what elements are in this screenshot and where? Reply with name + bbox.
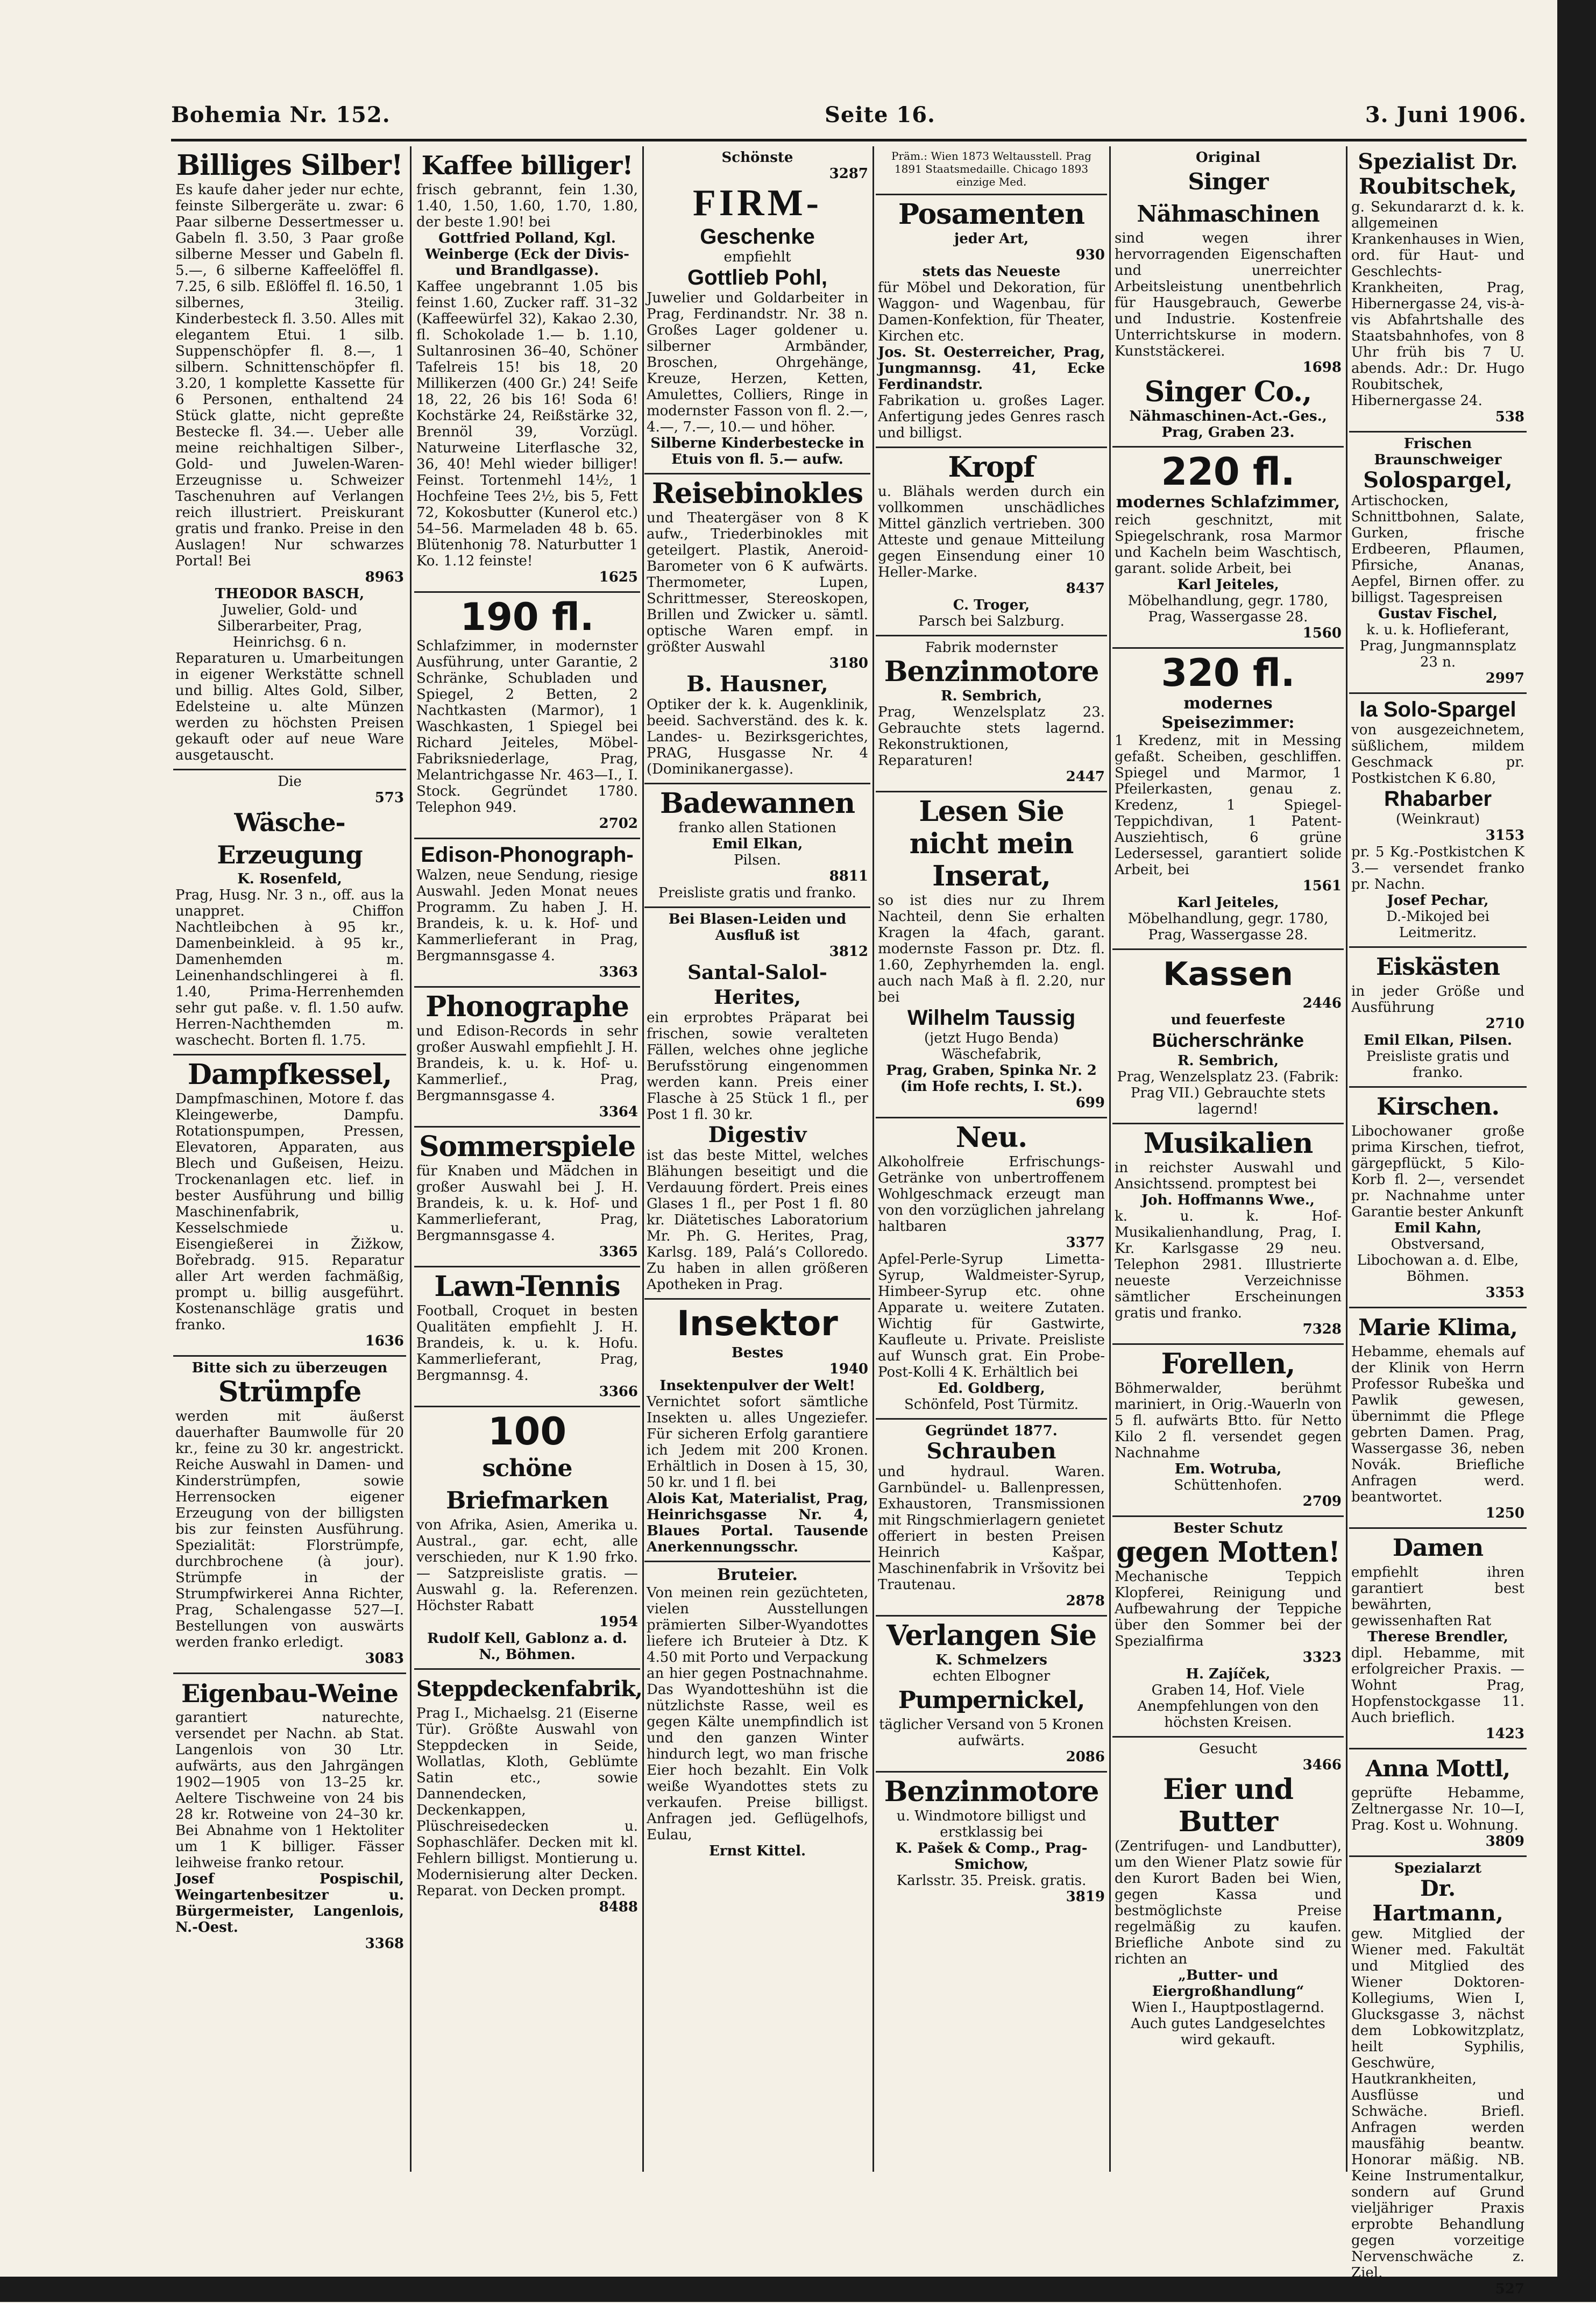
ad-number: 3377: [1066, 1235, 1105, 1251]
ad-title-2: Rhabarber: [1384, 787, 1492, 811]
ad-extra: Silberne Kinderbestecke in Etuis von fl. 5.— aufw.: [650, 435, 864, 467]
ad-number: 1250: [1485, 1505, 1524, 1521]
ad-firm: Em. Wotruba,: [1174, 1461, 1282, 1477]
ad-number: 2997: [1485, 670, 1524, 686]
ad-eiskaesten: [1349, 948, 1527, 1088]
ad-pre: Frischen Braunschweiger: [1374, 436, 1502, 468]
ad-title: Kaffee billiger!: [421, 151, 633, 181]
ad-number: 3287: [829, 166, 868, 182]
ad-trade: Juwelier, Gold- und Silberarbeiter, Prag, Heinrichsg. 6 n.: [217, 602, 363, 650]
ad-pre: Gegründet 1877.: [925, 1423, 1058, 1439]
ad-title: Billiges Silber!: [176, 149, 403, 182]
ad-pumpernickel: [876, 1617, 1107, 1773]
ad-title: Sommerspiele: [418, 1130, 636, 1163]
ad-title: Steppdeckenfabrik,: [416, 1676, 642, 1702]
ad-body: Von meinen rein gezüchteten, vielen Ausstellungen prämierten Silber-Wyandottes liefere ich Bruteier à Dtz. K 4.50 mit Porto und Verpackung an hier gegen Postnachnahme. Das Wyandotteshühn ist die nützlichste Rasse, weil es gegen Kälte unempfindlich ist und den ganzen Winter hindurch legt, wo man frische Eier hoch bezahlt. Ein Volk weiße Wyandottes stets zu verkaufen. Preise billigst. Anfragen jed. Geflügelhofs, Eulau,: [647, 1585, 868, 1843]
column-rule: [1109, 146, 1111, 2172]
ad-number: 1698: [1302, 359, 1342, 375]
ad-body: Prag I., Michaelsg. 21 (Eiserne Tür). Größte Auswahl von Steppdecken in Seide, Wollatlas, Kloth, Geblümte Satin etc., sowie Dannendecken, Deckenkappen, Plüschreisedecken u. Sophaschläfer. Decken mit kl. Fehlern billigst. Montierung u. Modernisierung alter Decken. Reparat. von Decken prompt.: [416, 1705, 638, 1899]
scan-border-right: [1557, 0, 1596, 2302]
ad-firm: Gottfried Polland, Kgl. Weinberge (Eck der Divis- und Brandlgasse).: [425, 230, 629, 279]
ad-firm: C. Troger,: [953, 597, 1030, 613]
ad-body: Alkoholfreie Erfrischungs-Getränke von unbertroffenem Wohlgeschmack erzeugt man von den vorzüglichen jahrelang haltbaren: [878, 1154, 1105, 1235]
column-4: [876, 146, 1107, 2172]
ad-number: 2709: [1302, 1493, 1342, 1510]
ad-firm: Alois Kat, Materialist, Prag, Heinrichsgasse Nr. 4, Blaues Portal. Tausende Anerkennungsschr.: [647, 1491, 868, 1555]
ad-reisebinokles: [644, 474, 870, 784]
ad-number: 3809: [1485, 1833, 1524, 1850]
ad-firm: Rudolf Kell, Gablonz a. d. N., Böhmen.: [427, 1631, 627, 1663]
ad-pre: Bester Schutz: [1173, 1520, 1283, 1536]
ad-firm: Karl Jeiteles,: [1177, 577, 1279, 593]
ad-firm: THEODOR BASCH,: [215, 586, 365, 602]
ad-city: Schüttenhofen.: [1174, 1477, 1282, 1493]
ad-city: Schönfeld, Post Türmitz.: [904, 1397, 1079, 1413]
ad-title: Kassen: [1163, 955, 1293, 993]
ad-firm: Ernst Kittel.: [708, 1843, 806, 1859]
ad-firm: Karl Jeiteles,: [1177, 895, 1279, 911]
ad-bruteier: [644, 1562, 870, 1865]
ad-body: empfiehlt ihren garantiert best bewährten, gewissenhaften Rat: [1351, 1564, 1524, 1629]
ad-benzinmotore: [876, 636, 1107, 792]
ad-briefmarken: [414, 1407, 640, 1670]
ad-address: Prag, Graben 23.: [1161, 424, 1295, 441]
ad-firm: Therese Brendler,: [1367, 1629, 1508, 1645]
ad-title: Schrauben: [926, 1439, 1056, 1464]
header-date: 3. Juni 1906.: [1365, 102, 1527, 127]
ad-extra: Preisliste gratis und franko.: [1366, 1048, 1510, 1081]
ad-pre: Bitte sich zu überzeugen: [191, 1360, 388, 1376]
ad-address: Wien I., Hauptpostlagernd. Auch gutes Landgeselchtes wird gekauft.: [1131, 2000, 1325, 2048]
ad-santal: [644, 908, 870, 1300]
ad-number: 3153: [1485, 827, 1524, 844]
ad-sub: und feuerfeste: [1171, 1012, 1286, 1028]
ad-body: garantiert naturechte, versendet per Nachn. ab Stat. Langenlois von 30 Ltr. aufwärts, aus den Jahrgängen 1902—1905 von 13–25 kr. Aeltere Tischweine von 24 bis 28 kr. Rotweine von 24–30 kr. Bei Abnahme von 1 Hektoliter um 1 K billiger. Fässer leihweise franko retour.: [175, 1710, 404, 1871]
ad-sub-2: stets das Neueste: [922, 264, 1061, 280]
ad-address: Prag, Wenzelsplatz 23. (Fabrik: Prag VII.) Gebrauchte stets lagernd!: [1117, 1069, 1339, 1117]
ad-address: Obstversand, Libochowan a. d. Elbe, Böhmen.: [1357, 1236, 1519, 1285]
ad-pre: Original: [1196, 150, 1260, 166]
ad-body: Prag, Husg. Nr. 3 n., off. aus la unappret. Chiffon Nachtleibchen à 95 kr., Damenbeinkleid. à 95 kr., Damenhemden m. Leinenhandschlingerei à fl. 1.40, Prima-Herrenhemden sehr gut paße. v. fl. 1.50 aufw. Herren-Nachthemden m. waschecht. Borten fl. 1.75.: [175, 887, 404, 1048]
ad-number: 2447: [1066, 769, 1105, 785]
ad-schlafzimmer-220: [1112, 448, 1344, 649]
ad-body: 1 Kredenz, mit in Messing gefaßt. Scheiben, geschliffen. Spiegel und Marmor, 1 Pfeilerkasten, genau z. Kredenz, 1 Spiegel-Teppichdivan, 1 Patent-Ausziehtisch, 6 grüne Ledersessel, garantiert solide Arbeit, bei: [1115, 733, 1342, 878]
ad-body: Vernichtet sofort sämtliche Insekten u. alles Ungeziefer. Für sicheren Erfolg garantiere ich Jedem mit 200 Kronen. Erhältlich in Dosen à 15, 30, 50 kr. und 1 fl. bei: [647, 1394, 868, 1491]
ad-badewannen: [644, 784, 870, 908]
ad-title: Edison-Phonograph-: [421, 843, 634, 867]
column-2: [414, 146, 640, 2172]
ad-title: Eier und Butter: [1163, 1773, 1293, 1838]
ad-title: Spezialist Dr. Roubitschek,: [1358, 149, 1518, 199]
ad-price: 190 fl.: [460, 595, 594, 639]
ad-body: g. Sekundararzt d. k. k. allgemeinen Krankenhauses in Wien, ord. für Haut- und Geschlechts-Krankheiten, Prag, Hibernergasse 24, vis-à-vis Abfahrtshalle des Staatsbahnhofes, von 8 Uhr früh bis 7 U. abends. Adr.: Dr. Hugo Roubitschek, Hibernergasse 24.: [1351, 199, 1524, 409]
ad-body: für Möbel und Dekoration, für Waggon- und Wagenbau, für Damen-Konfektion, für Theater, Kirchen etc.: [878, 280, 1105, 344]
ad-firm: Jos. St. Oesterreicher, Prag, Jungmannsg. 41, Ecke Ferdinandstr.: [878, 344, 1105, 393]
ad-motten: [1112, 1517, 1344, 1738]
ad-lesen-sie: [876, 792, 1107, 1118]
ad-waesche: [173, 770, 406, 1055]
ad-body: u. Blähals werden durch ein vollkommen unschädliches Mittel gänzlich vertrieben. 300 Atteste und genaue Mitteilung gegen Einsendung einer 10 Heller-Marke.: [878, 484, 1105, 580]
ad-kaffee: [414, 146, 640, 593]
ad-title: Reisebinokles: [651, 477, 863, 510]
ad-body: Hebamme, ehemals auf der Klinik von Herrn Professor Rubeška und Pawlik gewesen, übernimmt die Pflege gebrten Damen. Prag, Wassergasse 36, neben Novák. Briefliche Anfragen werd. beantwortet.: [1351, 1344, 1524, 1505]
ad-number: 8811: [829, 868, 868, 884]
ad-title: Musikalien: [1143, 1127, 1313, 1160]
ad-title: Marie Klima,: [1358, 1314, 1517, 1341]
ad-title: Benzinmotore: [884, 1775, 1099, 1808]
ad-solo-spargel-rhabarber: [1349, 694, 1527, 948]
ad-price: 100: [487, 1409, 567, 1454]
ad-address: k. u. k. Hoflieferant, Prag, Jungmannsplatz 23 n.: [1359, 622, 1516, 670]
ad-body: so ist dies nur zu Ihrem Nachteil, denn Sie erhalten Kragen la 4fach, garant. modernste Fasson pr. Dtz. fl. 1.60, Zephyrhemden la. engl. auch nach Maß à fl. 2.20, nur bei: [878, 892, 1105, 1005]
ad-title: Forellen,: [1161, 1348, 1295, 1380]
ad-kirschen: [1349, 1088, 1527, 1308]
ad-title: FIRM-: [693, 182, 822, 224]
ad-pre: Gesucht: [1199, 1741, 1257, 1757]
ad-text: Präm.: Wien 1873 Weltausstell. Prag 1891 Staatsmedaille. Chicago 1893 einzige Med.: [891, 150, 1091, 188]
ad-extra: Fabrikation u. großes Lager. Anfertigung jedes Genres rasch und billigst.: [878, 393, 1105, 441]
column-rule: [1346, 146, 1347, 2172]
ad-title-2: Digestiv: [708, 1122, 807, 1147]
ad-number: 2878: [1066, 1593, 1105, 1609]
ad-city: D.-Mikojed bei Leitmeritz.: [1386, 909, 1490, 941]
ad-title: modernes Speisezimmer:: [1161, 694, 1295, 732]
ad-body-2: Kaffee ungebrannt 1.05 bis feinst 1.60, Zucker raff. 31–32 (Kaffeewürfel 32), Kakao 2.30, fl. Schokolade 1.— b. 1.10, Sultanrosinen 36–40, Schöner Tafelreis 15! bis 18, 20 Millikerzen (400 Gr.) 24! Seife 18, 22, 26 bis 16! Soda 6! Kochstärke 24, Reißstärke 32, Brennöl 39, Vorzügl. Naturweine Literflasche 32, 36, 40! Mehl wieder billiger! Feinst. Tortenmehl 14½, 1 Hochfeine Tees 2½, bis 5, Fett 72, Kokosbutter (Kunerol etc.) 54–56. Marmeladen 48 b. 65. Blütenhonig 78. Naturbutter 1 Ko. 1.12 feinste!: [416, 279, 638, 569]
ad-firm: Ed. Goldberg,: [938, 1380, 1045, 1397]
ad-title: Lawn-Tennis: [434, 1270, 620, 1303]
ad-title: Damen: [1392, 1534, 1484, 1562]
ad-body: von ausgezeichnetem, süßlichem, mildem Geschmack pr. Postkistchen K 6.80,: [1351, 722, 1524, 786]
ad-address: Graben 14, Hof. Viele Anempfehlungen von den höchsten Kreisen.: [1137, 1682, 1319, 1731]
ad-body: Football, Croquet in besten Qualitäten empfiehlt J. H. Brandeis, k. u. k. Hofu. Kammerlieferant, Prag, Bergmannsg. 4.: [416, 1303, 638, 1384]
ad-title: Posamenten: [898, 198, 1085, 231]
ad-struempfe: [173, 1357, 406, 1674]
ad-firm: K. Pašek & Comp., Prag-Smichow,: [895, 1840, 1088, 1873]
ad-number: 3368: [365, 1936, 404, 1952]
ad-number: 3323: [1302, 1649, 1342, 1666]
ad-phonographe: [414, 988, 640, 1128]
ad-firm: Wilhelm Taussig: [907, 1006, 1076, 1030]
ad-number: 3083: [365, 1650, 404, 1667]
ad-body-2: Apfel-Perle-Syrup Limetta-Syrup, Waldmeister-Syrup, Himbeer-Syrup etc. ohne Apparate u. weitere Zutaten. Wichtig für Gastwirte, Kaufleute u. Private. Preisliste auf Wunsch grat. Ein Probe-Post-Kolli 4 K. Erhältlich bei: [878, 1251, 1105, 1380]
ad-sub: Insektenpulver der Welt!: [659, 1378, 855, 1394]
ad-firm: R. Sembrich,: [940, 688, 1042, 704]
ad-body: Es kaufe daher jeder nur echte, feinste Silbergeräte u. zwar: 6 Paar silberne Dessertmesser u. Gabeln fl. 3.50, 3 Paar große silberne Messer und Gabeln fl. 5.—, 6 silberne Kaffeelöffel fl. 7.25, 6 silb. Eßlöffel fl. 16.50, 1 silbernes, 3teilig. Kinderbesteck fl. 3.50. Alles mit elegantem Etui. 1 silb. Suppenschöpfer fl. 8.—, 1 silbern. Schnittenschöpfer fl. 3.20, 1 komplette Kassette für 6 Personen, enthaltend 24 Stück glatte, nicht gepreßte Bestecke fl. 34.—. Ueber alle meine reichhaltigen Silber-, Gold- und Juwelen-Waren-Erzeugnisse u. Schweizer Taschenuhren auf Verlangen reich illustriert. Preiskurant gratis und franko. Preise in den Auslagen! Nur schwarzes Portal! Bei: [175, 182, 404, 569]
ad-address: Möbelhandlung, gegr. 1780, Prag, Wassergasse 28.: [1127, 593, 1329, 625]
ad-number: 538: [1495, 409, 1524, 425]
ad-body: Juwelier und Goldarbeiter in Prag, Ferdinandstr. Nr. 38 n. Großes Lager goldener u. silberner Armbänder, Broschen, Ohrgehänge, Kreuze, Herzen, Ketten, Amulettes, Colliers, Ringe in modernster Fasson von fl. 2.—, 4.—, 7.—, 10.— und höher.: [647, 290, 868, 435]
ad-number: 8488: [599, 1899, 638, 1915]
ad-number: 1940: [829, 1361, 868, 1377]
ad-firm: Emil Elkan, Pilsen.: [1363, 1032, 1513, 1048]
ad-firm: Joh. Hoffmanns Wwe.,: [1141, 1192, 1315, 1208]
ad-number: 1561: [1302, 878, 1342, 894]
ad-firm: Josef Pechar,: [1387, 892, 1489, 909]
ad-hartmann: [1349, 1857, 1527, 2303]
ad-number: 8437: [1066, 580, 1105, 597]
ad-number: 8963: [365, 569, 404, 585]
ad-number: 930: [1075, 247, 1105, 263]
ad-title: gegen Motten!: [1116, 1536, 1340, 1569]
ad-body-2: pr. 5 Kg.-Postkistchen K 3.— versendet franko pr. Nachn.: [1351, 844, 1524, 892]
ad-body: Libochowaner große prima Kirschen, tiefrot, gärgepflückt, 5 Kilo-Korb fl. 2—, versendet pr. Nachnahme unter Garantie bester Ankunft: [1351, 1123, 1524, 1220]
ad-body: geprüfte Hebamme, Zeltnergasse Nr. 10—I, Prag. Kost u. Wohnung.: [1351, 1785, 1524, 1833]
ad-extra: Preisliste gratis und franko.: [658, 885, 856, 901]
ad-title-2: Pumpernickel,: [898, 1686, 1085, 1714]
ad-pre: Bestes: [731, 1345, 784, 1361]
ad-roubitschek: [1349, 146, 1527, 433]
ad-posamenten: [876, 195, 1107, 448]
ad-body: sind wegen ihrer hervorragenden Eigenschaften und unerreichter Arbeitsleistung unentbehrlich für Hausgebrauch, Gewerbe und Industrie. Kostenfreie Unterrichtskurse in modern. Kunststäckerei.: [1115, 230, 1342, 359]
ad-title: Strümpfe: [218, 1376, 361, 1408]
ad-address: Möbelhandlung, gegr. 1780, Prag, Wassergasse 28.: [1127, 911, 1329, 943]
ad-title: Neu.: [955, 1121, 1027, 1154]
ad-number: 2086: [1066, 1749, 1105, 1765]
ad-title: Phonographe: [425, 990, 629, 1023]
ad-title: Insektor: [677, 1304, 838, 1344]
ad-pre: Schönste: [721, 150, 793, 166]
ad-praemierung: [876, 146, 1107, 195]
ad-body: u. Windmotore billigst und erstklassig bei: [896, 1808, 1087, 1840]
ad-title: Bruteier.: [717, 1565, 798, 1584]
ad-body: Walzen, neue Sendung, riesige Auswahl. Jeden Monat neues Programm. Zu haben J. H. Brandeis, k. u. k. Hof- und Kammerlieferant in Prag, Bergmannsgasse 4.: [416, 867, 638, 964]
column-6: [1349, 146, 1527, 2297]
ad-title: Benzinmotore: [884, 655, 1099, 688]
ad-number: 1636: [365, 1333, 404, 1349]
ad-schlafzimmer-190: [414, 593, 640, 839]
ad-title: Santal-Salol-Herites,: [687, 961, 827, 1009]
ad-number: 3364: [599, 1104, 638, 1120]
ad-number: 1625: [599, 569, 638, 585]
ad-firm: B. Hausner,: [686, 671, 828, 697]
ad-title-2: Bücherschränke: [1152, 1029, 1304, 1051]
ad-number: 3365: [599, 1244, 638, 1260]
ad-title: Singer Nähmaschinen: [1137, 168, 1320, 227]
ad-number: 699: [1075, 1095, 1105, 1111]
ad-title: Dr. Hartmann,: [1372, 1876, 1503, 1926]
ad-body: gew. Mitglied der Wiener med. Fakultät und Mitglied des Wiener Doktoren-Kollegiums, Wien I, Glucksgasse 3, nächst dem Lobkowitzplatz, heilt Syphilis, Geschwüre, Hautkrankheiten, Ausflüsse und Schwäche. Briefl. Anfragen werden mausfähig beantw. Honorar mäßig. NB. Keine Instrumentalkur, sondern auf Grund vieljähriger Praxis erprobte Behandlung gegen vorzeitige Nervenschwäche z. Ziel.: [1351, 1926, 1524, 2281]
ad-firm-geschenke: [644, 146, 870, 474]
ad-address: Prag, Graben, Spinka Nr. 2 (im Hofe rechts, I. St.).: [886, 1062, 1097, 1095]
ad-schrauben: [876, 1420, 1107, 1617]
ad-firm: „Butter- und Eiergroßhandlung“: [1152, 1967, 1304, 2000]
ad-extra: Reparaturen u. Umarbeitungen in eigener Werkstätte schnell und billig. Altes Gold, Silber, Edelsteine u. alte Münzen werden zu höchsten Preisen gekauft oder auf neue Ware ausgetauscht.: [175, 650, 404, 763]
ad-number: 1560: [1302, 625, 1342, 641]
ad-body: in jeder Größe und Ausführung: [1351, 983, 1524, 1016]
column-1: [173, 146, 406, 2172]
ad-silber: [173, 146, 406, 770]
ad-body: Mechanische Teppich Klopferei, Reinigung und Aufbewahrung der Teppiche über den Sommer bei der Spezialfirma: [1115, 1569, 1342, 1649]
ad-anna-mottl: [1349, 1749, 1527, 1857]
ad-pre: Fabrik modernster: [925, 640, 1058, 656]
ad-body: (Zentrifugen- und Landbutter), um den Wiener Platz sowie für den Kurort Baden bei Wien, gegen Kassa und bestmöglichste Preise regelmäßig zu kaufen. Briefliche Anbote sind zu richten an: [1115, 1838, 1342, 1967]
ad-sub: jeder Art,: [954, 231, 1029, 247]
ad-pre: Spezialarzt: [1394, 1860, 1482, 1876]
ad-body: und hydraul. Waren. Garnbündel- u. Ballenpressen, Exhaustoren, Transmissionen mit Ringschmierlagern genietet offeriert in besten Preisen Heinrich Kašpar, Maschinenfabrik in Vršovitz bei Trautenau.: [878, 1464, 1105, 1593]
ad-name: Gottlieb Pohl,: [687, 266, 827, 289]
header-page-number: Seite 16.: [825, 102, 935, 127]
page-header: [171, 102, 1527, 140]
ad-number: 3819: [1066, 1889, 1105, 1905]
ad-address: dipl. Hebamme, mit erfolgreicher Praxis. — Wohnt Prag, Hopfenstockgasse 11. Auch brieflich.: [1351, 1645, 1524, 1726]
ad-body: reich geschnitzt, mit Spiegelschrank, rosa Marmor und Kacheln beim Waschtisch, garant. solide Arbeit, bei: [1115, 512, 1342, 577]
ad-city: Parsch bei Salzburg.: [918, 613, 1065, 629]
ad-marie-klima: [1349, 1308, 1527, 1529]
ad-address: Karlsstr. 35. Preisk. gratis.: [896, 1873, 1087, 1889]
ad-singer: [1112, 146, 1344, 448]
ad-number: 2446: [1302, 995, 1342, 1011]
ad-speisezimmer-320: [1112, 649, 1344, 950]
ad-firm: Emil Elkan,: [712, 836, 803, 852]
column-5: [1112, 146, 1344, 2172]
ad-body: franko allen Stationen: [678, 820, 836, 836]
ad-firm: Singer Co.,: [1144, 375, 1312, 408]
ad-body: Artischocken, Schnittbohnen, Salate, Gurken, frische Erdbeeren, Pflaumen, Pfirsiche, Ananas, Aepfel, Birnen offer. zu billigst. Tagespreisen: [1351, 493, 1524, 606]
ad-forellen: [1112, 1345, 1344, 1517]
ad-body: in reichster Auswahl und Ansichtssend. promptest bei: [1115, 1160, 1342, 1192]
ad-title-2: Geschenke: [700, 225, 815, 249]
ad-number: 3180: [829, 655, 868, 671]
ad-address: k. u. k. Hof-Musikalienhandlung, Prag, I. Kr. Karlsgasse 29 neu. Telephon 2981. Illustrierte neueste Verzeichnisse sämtlicher Erscheinungen gratis und franko.: [1115, 1208, 1342, 1321]
ad-number: 3366: [599, 1384, 638, 1400]
ad-body: Prag, Wenzelsplatz 23. Gebrauchte stets lagernd. Rekonstruktionen, Reparaturen!: [878, 704, 1105, 769]
ad-title: la Solo-Spargel: [1359, 698, 1516, 721]
ad-body: Schlafzimmer, in modernster Ausführung, unter Garantie, 2 Schränke, Schubladen und Spiegel, 2 Betten, 2 Nachtkasten (Marmor), 1 Waschkasten, 1 Spiegel bei Richard Jeiteles, Möbel-Fabriksniederlage, Prag, Melantrichgasse Nr. 463—I., I. Stock. Gegründet 1780. Telephon 949.: [416, 638, 638, 816]
ad-firm: Emil Kahn,: [1394, 1220, 1482, 1236]
ad-firm: K. Schmelzers: [935, 1652, 1047, 1668]
ad-city: Pilsen.: [734, 852, 781, 868]
header-rule: [171, 139, 1527, 141]
ad-title: Kirschen.: [1377, 1093, 1499, 1121]
ad-number: 2702: [599, 816, 638, 832]
ad-title: Verlangen Sie: [886, 1619, 1097, 1652]
ad-sub: empfiehlt: [723, 249, 791, 265]
ad-number: 3812: [829, 944, 868, 960]
ad-sub: (jetzt Hugo Benda) Wäschefabrik,: [924, 1030, 1059, 1062]
ad-musikalien: [1112, 1124, 1344, 1345]
ad-body: von Afrika, Asien, Amerika u. Austral., gar. echt, alle verschieden, nur K 1.90 frko. — Satzpreisliste gratis. — Auswahl g. la. Referenzen. Höchster Rabatt: [416, 1517, 638, 1614]
ad-title: Kropf: [948, 451, 1035, 484]
ad-title: Wäsche-Erzeugung: [217, 808, 363, 869]
ad-number: 1423: [1485, 1726, 1524, 1742]
ad-pre: Bei Blasen-Leiden und Ausfluß ist: [668, 911, 847, 944]
ad-number: 2710: [1485, 1016, 1524, 1032]
ad-number: 573: [374, 790, 404, 806]
ad-firm: R. Sembrich,: [1177, 1053, 1279, 1069]
ad-sommerspiele: [414, 1128, 640, 1267]
ad-insektor: [644, 1300, 870, 1562]
column-rule: [410, 146, 412, 2172]
ad-title: Badewannen: [659, 787, 855, 820]
ad-body: und Edison-Records in sehr großer Auswahl empfiehlt J. H. Brandeis, k. u. k. Hof- u. Kammerlief., Prag, Bergmannsgasse 4.: [416, 1023, 638, 1104]
column-rule: [642, 146, 644, 2172]
ad-body: und Theatergäser von 8 K aufw., Triederbinokles mit geteilgert. Plastik, Aneroid-Barometer von 6 K aufwärts. Thermometer, Lupen, Schrittmesser, Stereoskopen, Brillen und Zwicker u. sämtl. optische Waren empf. in größter Auswahl: [647, 510, 868, 655]
ad-sub: Nähmaschinen-Act.-Ges.,: [1129, 408, 1327, 424]
ad-body: täglicher Versand von 5 Kronen aufwärts.: [879, 1717, 1104, 1749]
ad-body: Böhmerwalder, berühmt mariniert, in Orig.-Wauerln von 5 fl. aufwärts Btto. für Netto Kilo 2 fl. versendet gegen Nachnahme: [1115, 1380, 1342, 1461]
ad-neu: [876, 1118, 1107, 1420]
ad-address: Optiker der k. k. Augenklinik, beeid. Sachverständ. des k. k. Landes- u. Bezirksgerichtes, PRAG, Husgasse Nr. 4 (Dominikanergasse).: [647, 697, 868, 777]
ad-title: Eiskästen: [1375, 953, 1500, 981]
ad-title: Solospargel,: [1363, 467, 1513, 493]
ad-body: werden mit äußerst dauerhafter Baumwolle für 20 kr., feine zu 30 kr. angestrickt. Reiche Auswahl in Damen- und Kinderstrümpfen, sowie Herrensocken eigener Erzeugung von der billigsten bis zur feinsten Ausführung. Spezialität: Florstrümpfe, durchbrochene (à jour). Strümpfe in der Strumpfwirkerei Anna Richter, Prag, Schalengasse 527—I. Bestellungen von auswärts werden franko erledigt.: [175, 1408, 404, 1650]
column-rule: [873, 146, 874, 2172]
ad-price: 320 fl.: [1161, 651, 1295, 695]
ad-kassen: [1112, 950, 1344, 1124]
ad-firm: H. Zajíček,: [1186, 1666, 1271, 1682]
ad-number: 3466: [1302, 1757, 1342, 1773]
ad-sub: echten Elbogner: [932, 1668, 1051, 1684]
ad-body: Dampfmaschinen, Motore f. das Kleingewerbe, Dampfu. Rotationspumpen, Pressen, Elevatoren, Apparaten, aus Blech und Gußeisen, Heizu. Trockenanlagen etc. lief. in bester Ausführung und billig Maschinenfabrik, Kesselschmiede u. Eisengießerei in Žižkow, Bořebradg. 915. Reparatur aller Art werden fachmäßig, prompt u. billig ausgeführt. Kostenanschläge gratis und franko.: [175, 1091, 404, 1333]
ad-benzinmotore-2: [876, 1773, 1107, 1911]
ad-title: Dampfkessel,: [187, 1058, 392, 1091]
ad-number: 1954: [599, 1614, 638, 1630]
ad-title: Anna Mottl,: [1365, 1755, 1510, 1782]
ad-firm: Gustav Fischel,: [1378, 606, 1498, 622]
ad-firm: K. Rosenfeld,: [237, 871, 342, 887]
ad-number: 527: [1495, 2281, 1524, 2297]
ad-title: Lesen Sie nicht mein Inserat,: [909, 795, 1074, 892]
ad-eigenbau-weine: [173, 1674, 406, 1958]
ad-number: 3363: [599, 964, 638, 980]
ad-title: schöne Briefmarken: [446, 1455, 608, 1514]
ad-kropf: [876, 448, 1107, 636]
ad-lawn-tennis: [414, 1267, 640, 1407]
ad-pre: Die: [278, 774, 302, 790]
ad-price: 220 fl.: [1161, 450, 1295, 494]
header-newspaper-issue: Bohemia Nr. 152.: [171, 102, 391, 127]
ad-number: 7328: [1302, 1321, 1342, 1337]
ad-eier-butter: [1112, 1738, 1344, 2053]
ad-number: 3353: [1485, 1285, 1524, 1301]
ad-body-2: ist das beste Mittel, welches Blähungen beseitigt und die Verdauung fördert. Preis eines Glases 1 fl., per Post 1 fl. 80 kr. Diätetisches Laboratorium Mr. Ph. G. Herites, Prag, Karlsg. 189, Palá’s Colloredo. Zu haben in allen größeren Apotheken in Prag.: [647, 1147, 868, 1293]
ad-sub: (Weinkraut): [1395, 811, 1480, 827]
ad-body: für Knaben und Mädchen in großer Auswahl bei J. H. Brandeis, k. u. k. Hof- und Kammerlieferant, Prag, Bergmannsgasse 4.: [416, 1163, 638, 1244]
ad-firm: Josef Pospischil, Weingartenbesitzer u. Bürgermeister, Langenlois, N.-Oest.: [175, 1871, 404, 1936]
ad-steppdecken: [414, 1670, 640, 1921]
ad-title: Eigenbau-Weine: [181, 1679, 398, 1708]
ad-damen: [1349, 1529, 1527, 1749]
ad-title: modernes Schlafzimmer,: [1116, 493, 1340, 512]
ad-dampfkessel: [173, 1055, 406, 1357]
ad-edison: [414, 839, 640, 988]
ad-solospargel: [1349, 433, 1527, 694]
ad-body: ein erprobtes Präparat bei frischen, sowie veralteten Fällen, welches ohne jegliche Berufsstörung eingenommen werden kann. Preis einer Flasche à 25 Stück 1 fl., per Post 1 fl. 30 kr.: [647, 1010, 868, 1123]
ad-body: frisch gebrannt, fein 1.30, 1.40, 1.50, 1.60, 1.70, 1.80, der beste 1.90! bei: [416, 182, 638, 230]
column-3: [644, 146, 870, 2172]
